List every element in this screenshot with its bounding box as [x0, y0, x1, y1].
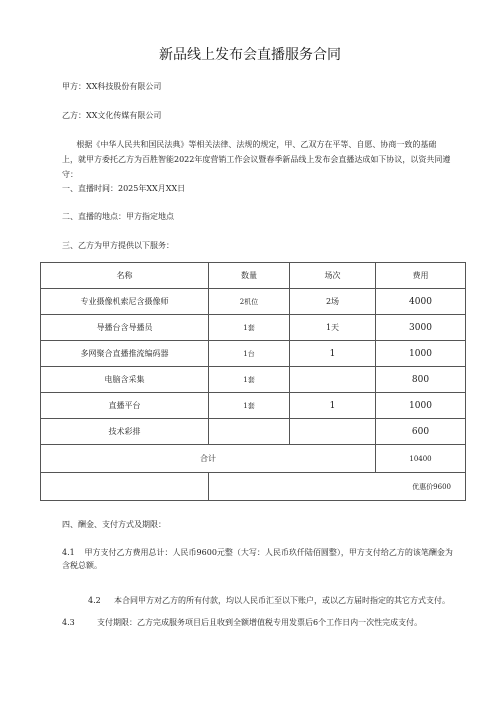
header-quantity: 数量	[209, 263, 290, 289]
party-b: 乙方：XX文化传媒有限公司	[62, 111, 162, 120]
cell-sessions	[290, 367, 376, 393]
discount-row	[41, 473, 466, 501]
cell-sessions: 1	[290, 393, 376, 419]
cell-quantity: 1台	[209, 341, 290, 367]
total-row	[41, 445, 466, 473]
clause-4-1-number: 4.1	[62, 548, 75, 557]
cell-quantity: 1套	[209, 315, 290, 341]
section-live-location: 二、直播的地点：甲方指定地点	[62, 212, 174, 221]
cell-name: 技术彩排	[41, 419, 209, 445]
cell-name: 导播台含导播员	[41, 315, 209, 341]
header-fee: 费用	[376, 263, 466, 289]
clause-4-1-text: 甲方支付乙方费用总计：人民币9600元整（大写：人民币玖仟陆佰圆整），甲方支付给乙方的该笔酬金为含税总额。	[62, 548, 453, 570]
cell-sessions: 1天	[290, 315, 376, 341]
cell-sessions: 2场	[290, 289, 376, 315]
cell-quantity	[209, 419, 290, 445]
clause-4-1	[62, 546, 457, 572]
cell-fee: 1000	[376, 341, 466, 367]
cell-quantity: 2机位	[209, 289, 290, 315]
discount-empty-cell	[41, 473, 209, 501]
table-row	[41, 367, 466, 393]
cell-fee: 4000	[376, 289, 466, 315]
cell-name: 多网聚合直播推流编码器	[41, 341, 209, 367]
discount-value: 优惠价9600	[209, 473, 466, 501]
header-name: 名称	[41, 263, 209, 289]
cell-name: 直播平台	[41, 393, 209, 419]
header-sessions: 场次	[290, 263, 376, 289]
cell-sessions	[290, 419, 376, 445]
clause-4-2-number: 4.2	[88, 596, 101, 605]
cell-quantity: 1套	[209, 393, 290, 419]
table-header-row	[41, 263, 466, 289]
cell-fee: 800	[376, 367, 466, 393]
section-payment: 四、酬金、支付方式及期限：	[62, 520, 166, 529]
total-label: 合计	[41, 445, 376, 473]
table-row	[41, 341, 466, 367]
cell-quantity: 1套	[209, 367, 290, 393]
table-row	[41, 315, 466, 341]
total-value: 10400	[376, 445, 466, 473]
cell-name: 专业摄像机索尼含摄像师	[41, 289, 209, 315]
table-row	[41, 419, 466, 445]
cell-sessions: 1	[290, 341, 376, 367]
section-services: 三、乙方为甲方提供以下服务：	[62, 241, 174, 250]
cell-fee: 600	[376, 419, 466, 445]
cell-name: 电脑含采集	[41, 367, 209, 393]
services-table	[40, 262, 466, 501]
party-a: 甲方：XX科技股份有限公司	[62, 82, 162, 91]
table-row	[41, 393, 466, 419]
section-live-time: 一、直播时间：2025年XX月XX日	[62, 184, 186, 193]
cell-fee: 1000	[376, 393, 466, 419]
table-row	[41, 289, 466, 315]
preamble-paragraph: 根据《中华人民共和国民法典》等相关法律、法规的规定，甲、乙双方在平等、自愿、协商一致的基础上，就甲方委托乙方为百胜智能2022年度营销工作会议暨春季新品线上发布会直播达成如下协议，以资共同遵守：	[62, 140, 451, 179]
clause-4-3-text: 支付期限：乙方完成服务项目后且收到全额增值税专用发票后6个工作日内一次性完成支付。	[97, 618, 423, 627]
contract-title: 新品线上发布会直播服务合同	[159, 47, 341, 63]
cell-fee: 3000	[376, 315, 466, 341]
clause-4-2-text: 本合同甲方对乙方的所有付款，均以人民币汇至以下账户，或以乙方届时指定的其它方式支付。	[114, 596, 450, 605]
clause-4-3-number: 4.3	[62, 618, 75, 627]
